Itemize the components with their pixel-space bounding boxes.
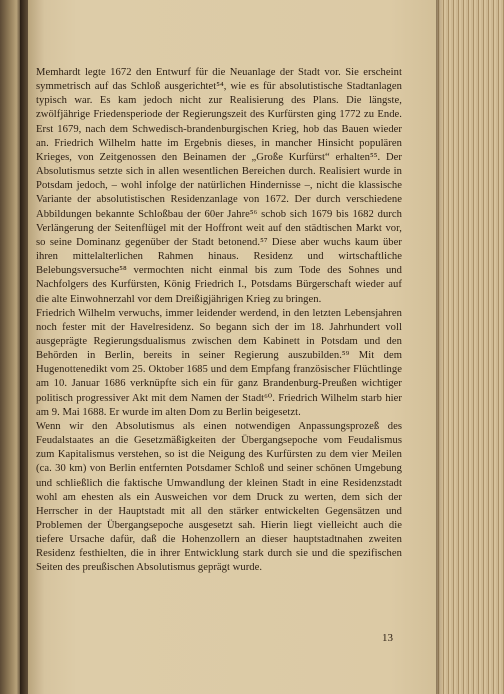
paragraph-1: Memhardt legte 1672 den Entwurf für die Neuanlage der Stadt vor. Sie erscheint symmetrisch auf das Schloß ausgerichtet⁵⁴, wie es für absolutistische Stadtanlagen typisch war. Es kam jedoch nicht zur Realisierung des Plans. Die längste, zwölfjährige Friedensperiode der Regierungszeit des Kurfürsten ging 1772 zu Ende. Erst 1679, nach dem Schwedisch-brandenburgischen Krieg, hob das Bauen wieder an. Friedrich Wilhelm hatte im Ergebnis dieses, in mancher Hinsicht populären Krieges, von Zeitgenossen den Beinamen der „Große Kurfürst“ erhalten⁵⁵. Der Absolutismus setzte sich in allen wesentlichen Bereichen durch. Realisiert wurde in Potsdam jedoch, – wohl infolge der natürlichen Hindernisse –, nicht die klassische Variante der absolutistischen Residenzanlage von 1672. Der durch verschiedene Abbildungen bekannte Schloßbau der 60er Jahre⁵⁶ schob sich 1679 bis 1682 durch Verlängerung der Seitenflügel mit der Hoffront weit auf den städtischen Markt vor, so seine Dominanz gegenüber der Stadt betonend.⁵⁷ Diese aber wuchs kaum über ihren mittelalterlichen Rahmen hinaus. Residenz und wirtschaftliche Belebungsversuche⁵⁸ vermochten nicht einmal bis zum Tode des Sohnes und Nachfolgers des Kurfürsten, König Friedrich I., Potsdams Bürgerschaft wieder auf die alte Einwohnerzahl vor dem Dreißigjährigen Krieg zu bringen.: [36, 67, 402, 305]
page-stack-shadow: [436, 0, 442, 694]
page-number: 13: [382, 632, 393, 644]
paragraph-2: Friedrich Wilhelm verwuchs, immer leidender werdend, in den letzten Lebensjahren noch fester mit der Havelresidenz. So begann sich der im 18. Jahrhundert voll ausgeprägte Regierungsdualismus zwischen dem Kabinett in Potsdam und den Behörden in Berlin, bereits in seiner Regierung auszubilden.⁵⁹ Mit dem Hugenottenedikt vom 25. Oktober 1685 und dem Empfang französischer Flüchtlinge am 10. Januar 1686 verknüpfte sich ein für ganz Brandenburg-Preußen wichtiger politisch progressiver Akt mit dem Namen der Stadt⁶⁰. Friedrich Wilhelm starb hier am 9. Mai 1688. Er wurde im alten Dom zu Berlin beigesetzt.: [36, 307, 402, 418]
page-stack-edge: [436, 0, 504, 694]
paragraph-3: Wenn wir den Absolutismus als einen notwendigen Anpassungsprozeß des Feudalstaates an die Gesetzmäßigkeiten der Übergangsepoche vom Feudalismus zum Kapitalismus verstehen, so ist die Neigung des Kurfürsten zu dem vier Meilen (ca. 30 km) von Berlin entfernten Potsdamer Schloß und seiner schönen Umgebung und schließlich die faktische Umwandlung der kleinen Stadt in eine Residenzstadt wohl am ehesten als ein Ausweichen vor dem Druck zu werten, dem sich der Herrscher in der Hauptstadt mit all den stärker entwickelten Gegensätzen und Problemen der Übergangsepoche ausgesetzt sah. Hierin liegt vielleicht auch die tiefere Ursache dafür, daß die Hohenzollern an dieser hauptstadtnahen zweiten Residenz festhielten, die in ihrer Entwicklung stark durch sie und die spezifischen Seiten des preußischen Absolutismus geprägt wurde.: [36, 420, 402, 574]
body-text: [36, 66, 402, 576]
left-page-edge: [0, 0, 22, 694]
